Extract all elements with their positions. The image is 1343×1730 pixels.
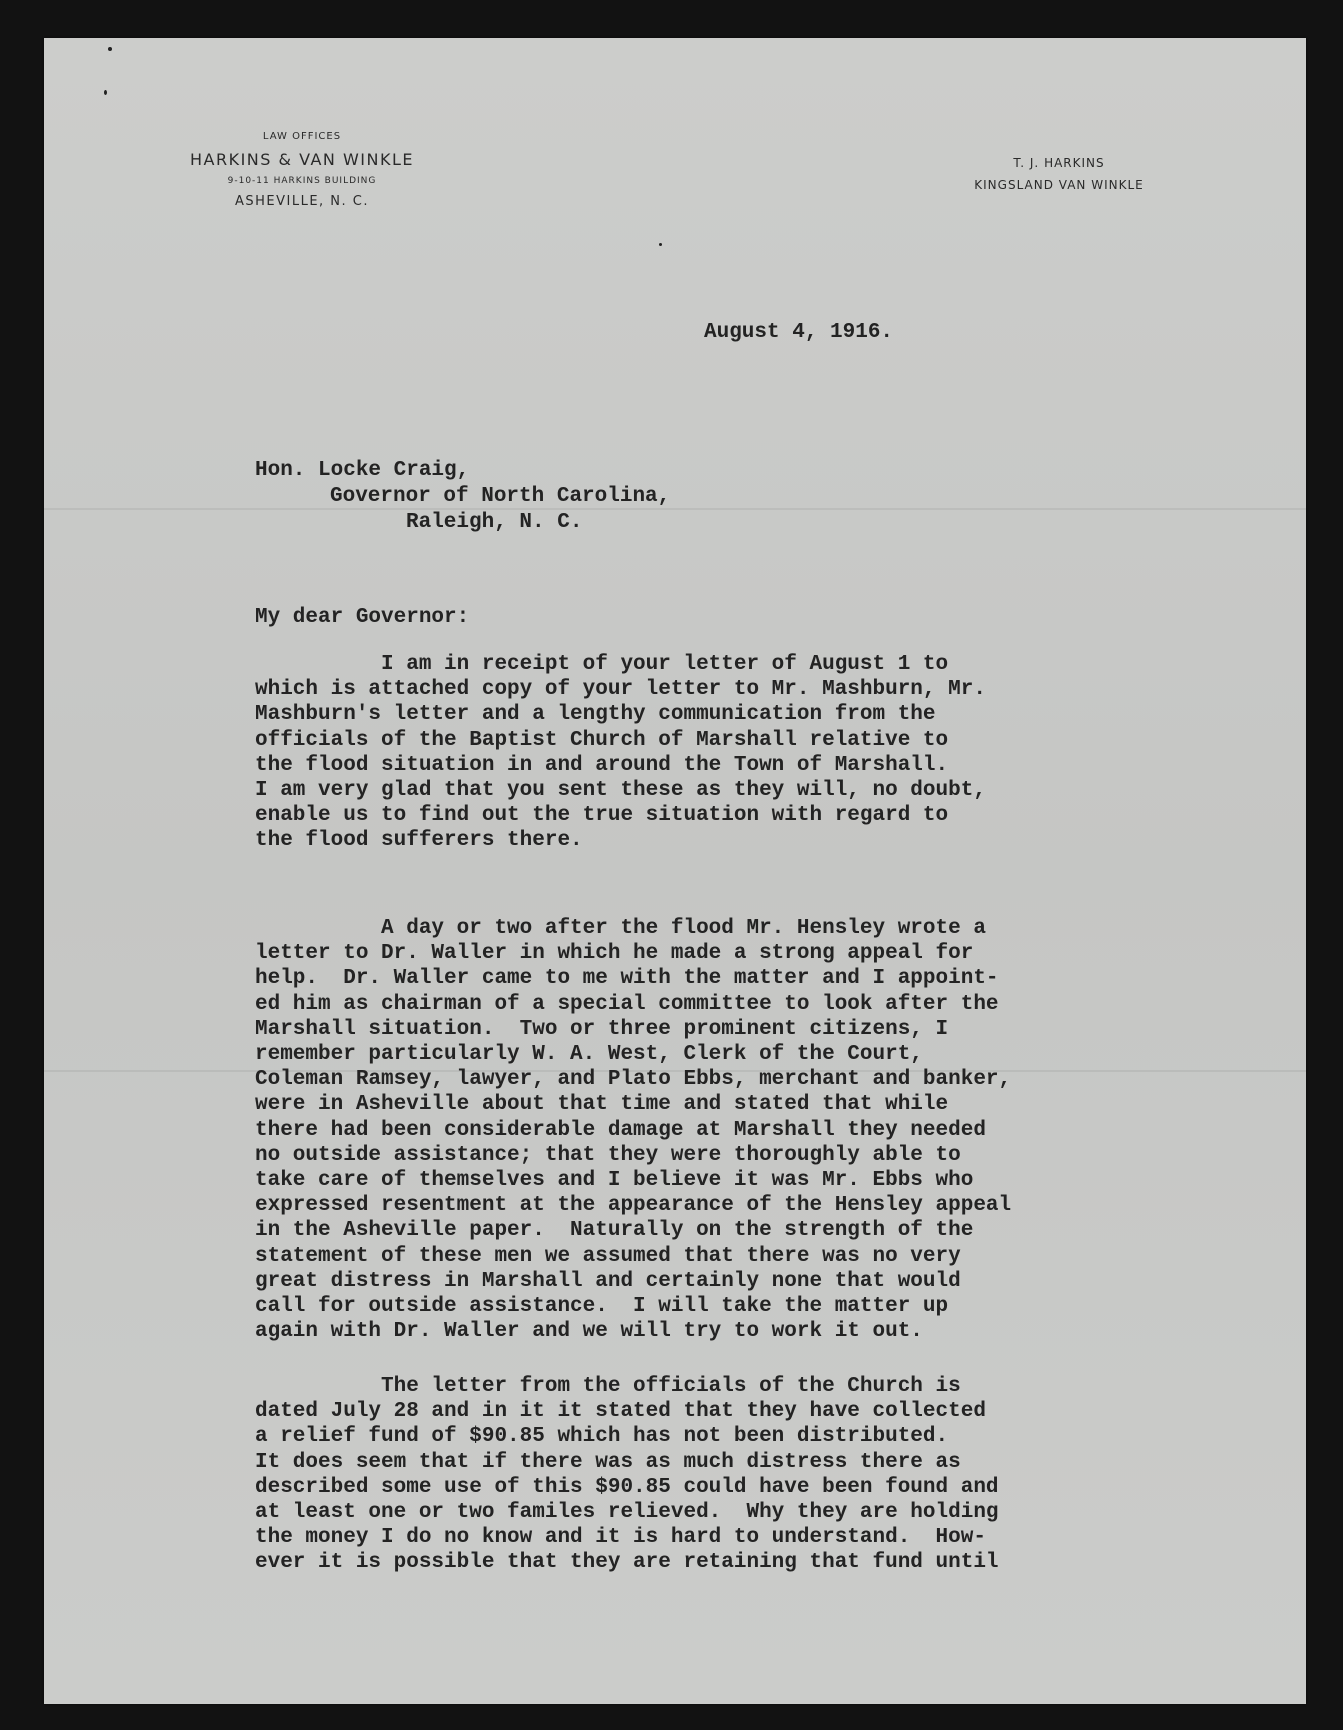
letterhead-label: LAW OFFICES <box>262 131 342 142</box>
body-paragraph: A day or two after the flood Mr. Hensley wrote a letter to Dr. Waller in which he made a strong appeal for help. Dr. Waller came to me with the matter and I appoint- ed him as chairman of a special committee to look after the Marshall situation. Two or three prominent citizens, I remember particularly W. A. West, Clerk of the Court, Coleman Ramsey, lawyer, and Plato Ebbs, merchant and banker, were in Asheville about that time and stated that while there had been considerable damage at Marshall they needed no outside assistance; that they were thoroughly able to take care of themselves and I believe it was Mr. Ebbs who expressed resentment at the appearance of the Hensley appeal in the Asheville paper. Naturally on the strength of the statement of these men we assumed that there was no very great distress in Marshall and certainly none that would call for outside assistance. I will take the matter up again with Dr. Waller and we will try to work it out. <box>255 917 1012 1344</box>
ink-speck <box>108 47 112 51</box>
letter-date: August 4, 1916. <box>704 321 894 344</box>
body-paragraph: The letter from the officials of the Church is dated July 28 and in it it stated that they have collected a relief fund of $90.85 which has not been distributed. It does seem that if there was as much distress there as described some use of this $90.85 could have been found and at least one or two familes relieved. Why they are holding the money I do no know and it is hard to understand. How- ever it is possible that they are retaining that fund until <box>255 1375 999 1575</box>
letter-page <box>44 38 1306 1704</box>
ink-speck <box>659 243 662 246</box>
firm-city: ASHEVILLE, N. C. <box>234 194 370 209</box>
paper-fold <box>44 508 1306 510</box>
partner-name: T. J. HARKINS <box>1013 156 1105 170</box>
addressee-line: Governor of North Carolina, <box>330 485 671 508</box>
letterhead-left <box>152 130 452 212</box>
letterhead-partners <box>949 152 1169 196</box>
salutation: My dear Governor: <box>255 606 470 629</box>
addressee-line: Hon. Locke Craig, <box>255 459 470 482</box>
partner-name: KINGSLAND VAN WINKLE <box>974 178 1144 192</box>
body-paragraph: I am in receipt of your letter of August 1 to which is attached copy of your letter to Mr. Mashburn, Mr. Mashburn's letter and a lengthy communication from the officials of the Baptist Church of Marshall relative to the flood situation in and around the Town of Marshall. I am very glad that you sent these as they will, no doubt, enable us to find out the true situation with regard to the flood sufferers there. <box>255 653 986 853</box>
addressee-line: Raleigh, N. C. <box>406 511 583 534</box>
ink-speck <box>104 90 107 95</box>
firm-building: 9-10-11 HARKINS BUILDING <box>227 176 377 186</box>
firm-name: HARKINS & VAN WINKLE <box>189 150 415 169</box>
